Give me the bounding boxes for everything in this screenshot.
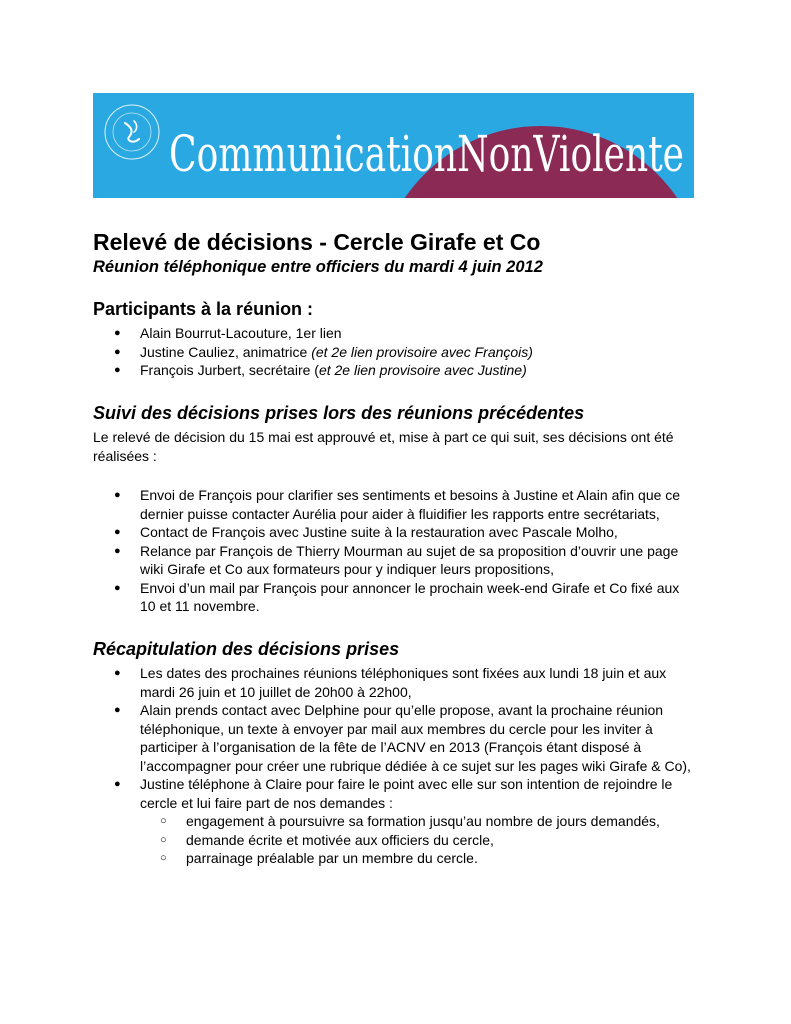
list-item	[93, 486, 693, 523]
bullet-icon: ●	[114, 345, 121, 358]
list-item	[93, 324, 693, 343]
suivi-heading: Suivi des décisions prises lors des réunions précédentes	[93, 403, 585, 423]
list-item-text: Contact de François avec Justine suite à la restauration avec Pascale Molho,	[140, 524, 618, 540]
list-item-text: Justine téléphone à Claire pour faire le point avec elle sur son intention de rejoindre le cercle et lui faire part de nos demandes :	[140, 776, 673, 811]
recap-list	[93, 664, 693, 868]
bullet-icon: ●	[114, 526, 121, 538]
document-subtitle: Réunion téléphonique entre officiers du mardi 4 juin 2012	[93, 258, 543, 276]
list-item	[93, 542, 693, 579]
bullet-icon: ●	[114, 704, 121, 716]
list-item-text: Les dates des prochaines réunions téléphoniques sont fixées aux lundi 18 juin et aux mardi 26 juin et 10 juillet de 20h00 à 22h00,	[140, 665, 667, 700]
list-item-text: Envoi de François pour clarifier ses sentiments et besoins à Justine et Alain afin que ce dernier puisse contacter Aurélia pour aider à fluidifier les rapports entre secrétariats,	[140, 487, 681, 522]
list-item	[93, 523, 693, 542]
list-item	[93, 343, 693, 362]
cnv-logo-wordmark	[165, 115, 690, 185]
bullet-icon: ●	[114, 364, 121, 376]
bullet-icon: ●	[114, 581, 121, 594]
sublist-item-text: engagement à poursuivre sa formation jusqu’au nombre de jours demandés,	[186, 813, 660, 829]
participant-note: (et 2e lien provisoire avec François)	[311, 343, 533, 360]
list-item-text: Envoi d’un mail par François pour annoncer le prochain week-end Girafe et Co fixé aux 10 et 11 novembre.	[140, 579, 680, 614]
sublist-item	[140, 831, 693, 850]
participant-note: et 2e lien provisoire avec Justine)	[318, 362, 527, 378]
bullet-icon: ●	[114, 778, 121, 790]
participant-text: Justine Cauliez, animatrice	[140, 343, 312, 360]
list-item	[93, 701, 693, 775]
sublist-item-text: demande écrite et motivée aux officiers du cercle,	[186, 831, 494, 848]
circle-bullet-icon: ○	[160, 833, 167, 846]
recap-heading: Récapitulation des décisions prises	[93, 639, 400, 659]
bullet-icon: ●	[114, 327, 121, 339]
participants-list	[93, 324, 693, 380]
bullet-icon: ●	[114, 544, 121, 557]
document-title: Relevé de décisions - Cercle Girafe et Co	[93, 229, 541, 255]
svg-text:CommunicationNonViolente: CommunicationNonViolente	[169, 125, 684, 183]
list-item-text: Alain prends contact avec Delphine pour qu’elle propose, avant la prochaine réunion téléphonique, un texte à envoyer par mail aux membres du cercle pour les inviter à participer à l’organisation de la fête de l’ACNV en 2013 (François étant disposé à l’accompagner pour créer une rubrique dédiée à ce sujet sur les pages wiki Girafe & Co),	[140, 702, 691, 774]
circle-bullet-icon: ○	[160, 852, 167, 864]
participants-heading: Participants à la réunion :	[93, 299, 314, 319]
list-item	[93, 579, 693, 616]
demandes-sublist	[140, 812, 693, 868]
list-item	[93, 775, 693, 868]
list-item	[93, 361, 693, 380]
suivi-list	[93, 486, 693, 616]
participant-text: Alain Bourrut-Lacouture, 1er lien	[140, 325, 342, 341]
suivi-intro: Le relevé de décision du 15 mai est approuvé et, mise à part ce qui suit, ses décisions ont été réalisées :	[93, 429, 674, 464]
list-item	[93, 664, 693, 701]
sublist-item	[140, 849, 693, 868]
participant-text: François Jurbert, secrétaire (	[140, 362, 319, 378]
association-seal-icon	[101, 101, 163, 163]
header-banner	[93, 93, 694, 198]
list-item-text: Relance par François de Thierry Mourman au sujet de sa proposition d’ouvrir une page wiki Girafe et Co aux formateurs pour y indiquer leurs propositions,	[140, 542, 679, 577]
bullet-icon: ●	[114, 667, 121, 679]
bullet-icon: ●	[114, 489, 121, 501]
sublist-item-text: parrainage préalable par un membre du cercle.	[186, 850, 478, 866]
circle-bullet-icon: ○	[160, 815, 167, 827]
sublist-item	[140, 812, 693, 831]
